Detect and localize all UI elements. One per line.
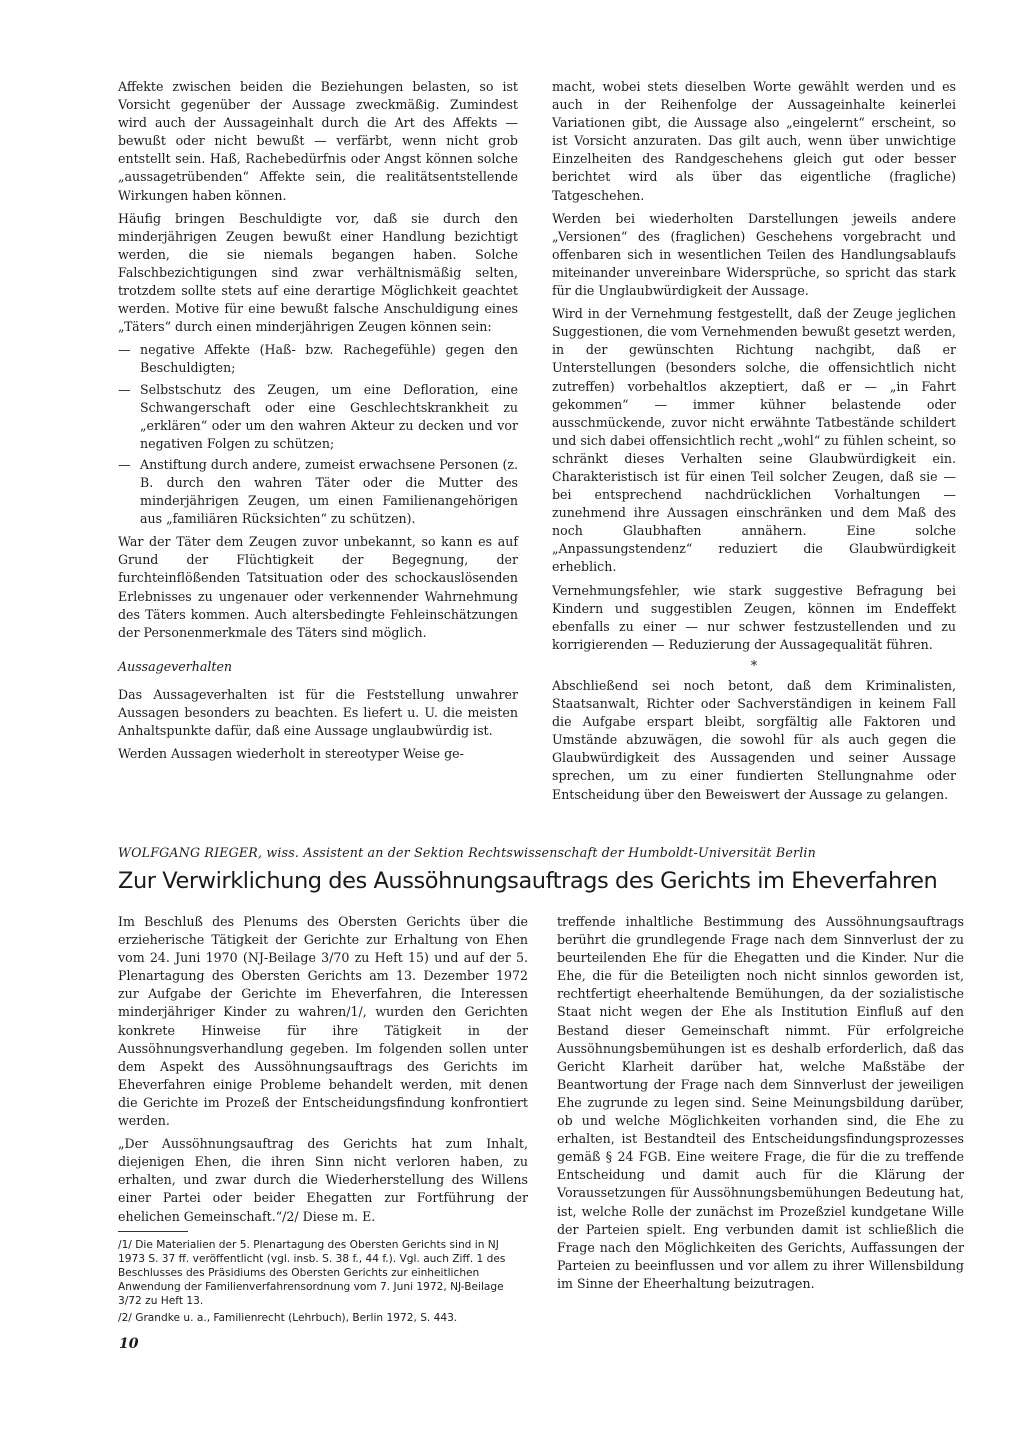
paragraph: Häufig bringen Beschuldigte vor, daß sie durch den minderjährigen Zeugen bewußt einer Handlung bezichtigt werden, die sie niemals begangen haben. Solche Falschbezichtigungen sind zwar verhältnismäßig selten, trotzdem sollte stets auf eine derartige Möglichkeit geachtet werden. Motive für eine bewußt falsche Anschuldigung eines „Täters“ durch einen minderjährigen Zeugen können sein: [118,210,518,335]
motive-list [118,341,518,528]
footnote-2: /2/ Grandke u. a., Familienrecht (Lehrbuch), Berlin 1972, S. 443. [118,1311,458,1324]
paragraph: War der Täter dem Zeugen zuvor unbekannt, so kann es auf Grund der Flüchtigkeit der Begegnung, der furchteinflößenden Tatsituation oder des schockauslösenden Erlebnisses zu ungenauer oder verkennender Wahrnehmung des Täters kommen. Auch altersbedingte Fehleinschätzungen der Personenmerkmale des Täters sind möglich. [118,534,518,640]
paragraph: „Der Aussöhnungsauftrag des Gerichts hat zum Inhalt, diejenigen Ehen, die ihren Sinn nicht verloren haben, zu erhalten, und zwar durch die Wiederherstellung des Willens einer Partei oder beider Ehegatten zur Fortführung der ehelichen Gemeinschaft.“/2/ Diese m. E. [118,1136,528,1224]
paragraph: Abschließend sei noch betont, daß dem Kriminalisten, Staatsanwalt, Richter oder Sachverständigen in keinem Fall die Aufgabe erspart bleibt, sorgfältig alle Faktoren und Umstände abzuwägen, die sowohl für als auch gegen die Glaubwürdigkeit des Aussagenden und seiner Aussage sprechen, um zu einer fundierten Stellungnahme oder Entscheidung über den Beweiswert der Aussage zu gelangen. [552,678,956,802]
footnote-rule [118,1231,188,1232]
column-top-right [552,78,956,809]
paragraph: Vernehmungsfehler, wie stark suggestive Befragung bei Kindern und suggestiblen Zeugen, können im Endeffekt ebenfalls zu einer — nur schwer festzustellenden und zu korrigierenden — Reduzierung der Aussagequalität führen. [552,582,956,652]
section-subheading: Aussageverhalten [118,658,233,674]
page-number: 10 [119,1336,139,1352]
paragraph-continued: Werden Aussagen wiederholt in stereotyper Weise ge- [118,746,464,762]
dash-marker: — [118,342,131,358]
paragraph: Das Aussageverhalten ist für die Feststellung unwahrer Aussagen besonders zu beachten. Es liefert u. U. die meisten Anhaltspunkte dafür, daß eine Aussage unglaubwürdig ist. [118,686,518,739]
paragraph: macht, wobei stets dieselben Worte gewählt werden und es auch in der Reihenfolge der Aussageinhalte keinerlei Variationen gibt, die Aussage also „eingelernt“ erscheint, so ist Vorsicht anzuraten. Das gilt auch, wenn über unwichtige Einzelheiten des Randgeschehens gleich gut oder besser berichtet wird als über das eigentliche (fragliche) Tatgeschehen. [552,79,956,203]
column-bottom-right [557,913,964,1298]
author-byline: WOLFGANG RIEGER, wiss. Assistent an der Sektion Rechtswissenschaft der Humboldt-Universität Berlin [118,845,816,860]
column-top-left [118,78,518,768]
paragraph: treffende inhaltliche Bestimmung des Aussöhnungsauftrags berührt die grundlegende Frage nach dem Sinnverlust der zu beurteilenden Ehe für die Ehegatten und die Kinder. Nur die Ehe, die für die Beteiligten noch nicht sinnlos geworden ist, rechtfertigt eheerhaltende Bemühungen, da der sozialistische Staat nicht wegen der Ehe als Institution Einfluß auf den Bestand dieser Gemeinschaft nimmt. Für erfolgreiche Aussöhnungsbemühungen ist es deshalb erforderlich, daß das Gericht Klarheit darüber hat, welche Maßstäbe der Beantwortung der Frage nach dem Sinnverlust der jeweiligen Ehe zugrunde zu legen sind. Seine Meinungsbildung darüber, ob und welche Möglichkeiten vorhanden sind, die Ehe zu erhalten, ist Bestandteil des Entscheidungsfindungsprozesses gemäß § 24 FGB. Eine weitere Frage, die für die zu treffende Entscheidung und damit auch für die Klärung der Voraussetzungen für Aussöhnungsbemühungen Bedeutung hat, ist, welche Rolle der zunächst im Prozeßziel kundgetane Wille der Parteien spielt. Eng verbunden damit ist schließlich die Frage nach den Möglichkeiten des Gerichts, Auffassungen der Parteien zu beeinflussen und vor allem zu ihrer Willensbildung im Sinne der Eheerhaltung beizutragen. [557,914,964,1291]
list-item-text: negative Affekte (Haß- bzw. Rachegefühle) gegen den Beschuldigten; [140,342,518,376]
paragraph: Wird in der Vernehmung festgestellt, daß der Zeuge jeglichen Suggestionen, die vom Vernehmenden bewußt gesetzt werden, in der gewünschten Richtung nachgibt, daß er Unterstellungen (besonders solche, die offensichtlich nicht zutreffen) vorbehaltlos akzeptiert, daß er — „in Fahrt gekommen“ — immer kühner belastende oder ausschmückende, zuvor nicht erwähnte Tatbestände schildert und sich dabei offensichtlich recht „wohl“ zu fühlen scheint, so schränkt dieses Verhalten seine Glaubwürdigkeit ein. Charakteristisch ist für einen Teil solcher Zeugen, daß sie — bei entsprechend nachdrücklichen Vorhaltungen — zunehmend ihre Aussagen einschränken und dem Maß des noch Glaubhaften annähern. Eine solche „Anpassungstendenz“ reduziert die Glaubwürdigkeit erheblich. [552,306,956,575]
column-bottom-left [118,913,528,1327]
list-item [118,381,518,453]
footnote-1: /1/ Die Materialien der 5. Plenartagung des Obersten Gerichts sind in NJ 1973 S. 37 ff. veröffentlicht (vgl. insb. S. 38 f., 44 f.). Vgl. auch Ziff. 1 des Beschlusses des Präsidiums des Obersten Gerichts zur einheitlichen Anwendung der Familienverfahrensordnung vom 7. Juni 1972, NJ-Beilage 3/72 zu Heft 13. [118,1238,506,1308]
dash-marker: — [118,456,131,472]
list-item-text: Selbstschutz des Zeugen, um eine Defloration, eine Schwangerschaft oder eine Geschlechtskrankheit zu „erklären“ oder um den wahren Akteur zu decken und vor negativen Folgen zu schützen; [140,381,518,451]
section-divider-asterisk: * [750,657,758,673]
list-item [118,456,518,528]
paragraph: Werden bei wiederholten Darstellungen jeweils andere „Versionen“ des (fraglichen) Geschehens vorgebracht und offenbaren sich in wesentlichen Teilen des Handlungsablaufs miteinander unvereinbare Widersprüche, so spricht das stark für die Unglaubwürdigkeit der Aussage. [552,210,956,299]
article-headline: Zur Verwirklichung des Aussöhnungsauftrags des Gerichts im Eheverfahren [118,868,938,894]
paragraph: Im Beschluß des Plenums des Obersten Gerichts über die erzieherische Tätigkeit der Gerichte zur Erhaltung von Ehen vom 24. Juni 1970 (NJ-Beilage 3/70 zu Heft 15) und auf der 5. Plenartagung des Obersten Gerichts am 13. Dezember 1972 zur Aufgabe der Gerichte im Eheverfahren, die Interessen minderjähriger Kinder zu wahren/1/, wurden den Gerichten konkrete Hinweise für ihre Tätigkeit in der Aussöhnungsverhandlung gegeben. Im folgenden sollen unter dem Aspekt des Aussöhnungsauftrags des Gerichts im Eheverfahren einige Probleme behandelt werden, mit denen die Gerichte im Prozeß der Entscheidungsfindung konfrontiert werden. [118,914,528,1129]
paragraph: Affekte zwischen beiden die Beziehungen belasten, so ist Vorsicht gegenüber der Aussage zweckmäßig. Zumindest wird auch der Aussageinhalt durch die Art des Affekts — bewußt oder nicht bewußt — verfärbt, wenn nicht grob entstellt sein. Haß, Rachebedürfnis oder Angst können solche „aussagetrübenden“ Affekte sein, die realitätsentstellende Wirkungen haben können. [118,79,518,203]
dash-marker: — [118,381,131,397]
list-item-text: Anstiftung durch andere, zumeist erwachsene Personen (z. B. durch den wahren Täter oder die Mutter des minderjährigen Zeugen, um einen Familienangehörigen aus „familiären Rücksichten“ zu schützen). [140,456,518,527]
list-item [118,341,518,377]
paragraph [118,745,518,763]
